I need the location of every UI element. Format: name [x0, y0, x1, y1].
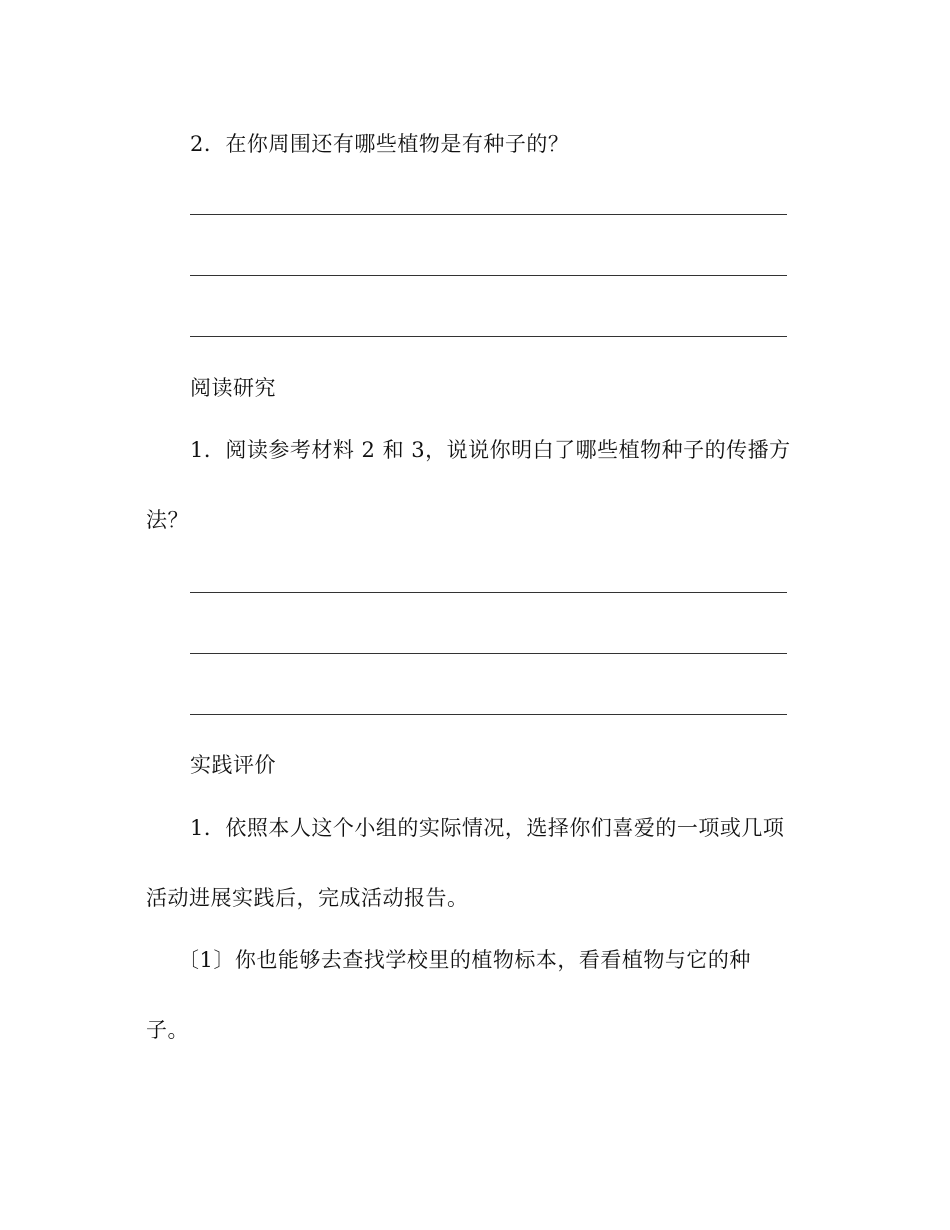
question-2: 2．在你周围还有哪些植物是有种子的？	[190, 132, 570, 156]
answer-line	[190, 714, 787, 715]
answer-line	[190, 653, 787, 654]
reading-question-1-line2: 法？	[146, 508, 189, 532]
practice-question-1-line1: 1．依照本人这个小组的实际情况，选择你们喜爱的一项或几项	[190, 816, 785, 840]
answer-line	[190, 214, 787, 215]
reading-question-1-line1: 1．阅读参考材料 2 和 3，说说你明白了哪些植物种子的传播方	[190, 438, 791, 462]
practice-item-1-line1: 〔1〕你也能够去查找学校里的植物标本，看看植物与它的种	[178, 948, 751, 972]
section-heading-practice: 实践评价	[190, 753, 276, 777]
answer-line	[190, 336, 787, 337]
answer-line	[190, 275, 787, 276]
answer-line	[190, 592, 787, 593]
practice-question-1-line2: 活动进展实践后，完成活动报告。	[146, 886, 469, 910]
section-heading-reading: 阅读研究	[190, 376, 276, 400]
practice-item-1-line2: 子。	[146, 1018, 189, 1042]
